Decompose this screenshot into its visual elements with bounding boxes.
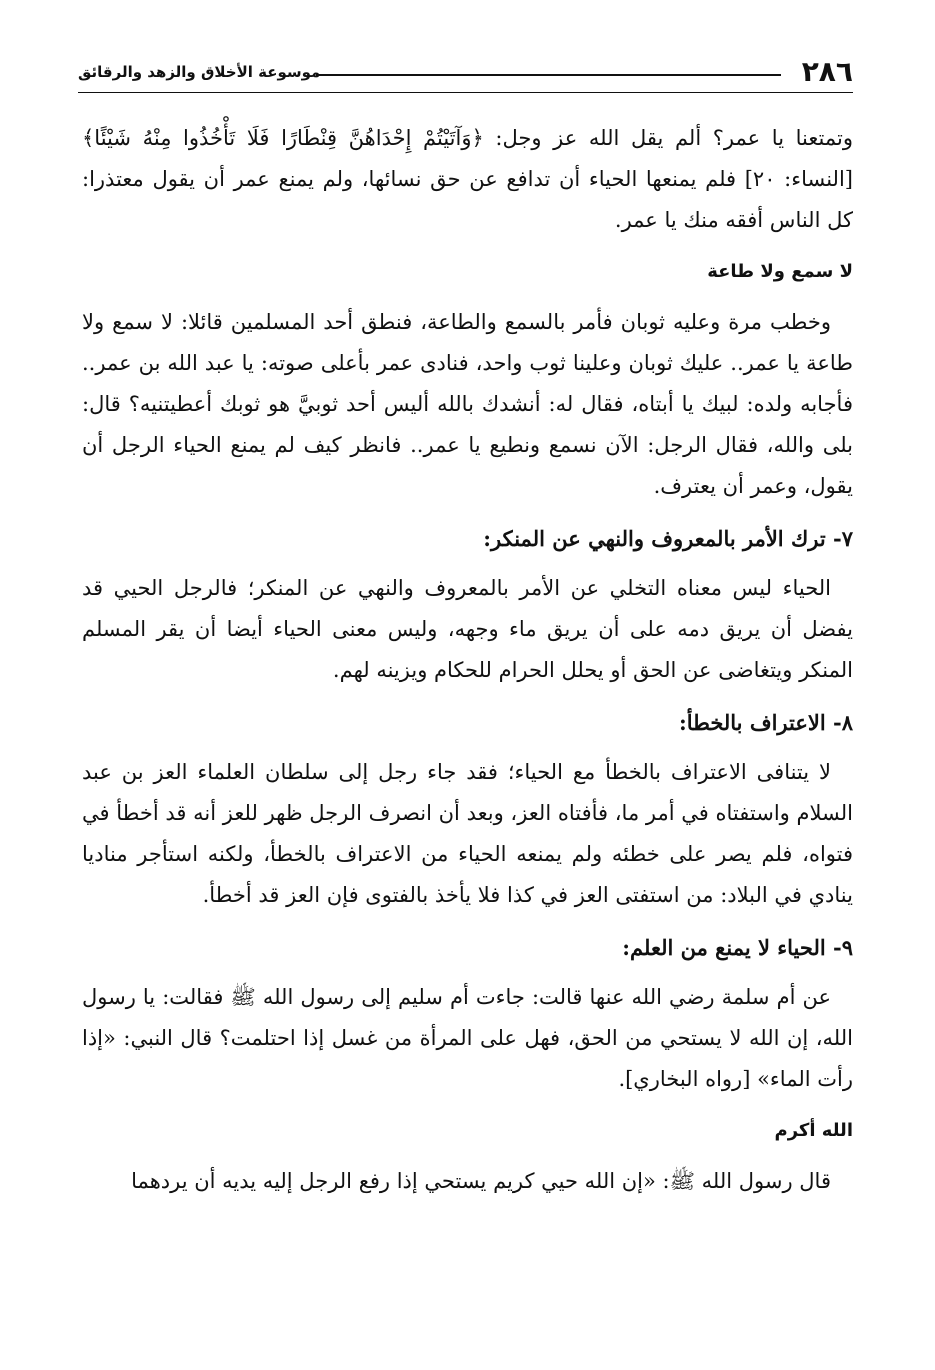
section-heading-allah-most-generous: الله أكرم: [774, 1120, 853, 1141]
section-heading-no-hearing-no-obeying: لا سمع ولا طاعة: [707, 261, 853, 282]
section-heading-8: ٨- الاعتراف بالخطأ:: [678, 710, 853, 735]
paragraph-6: قال رسول الله ﷺ: «إن الله حيي كريم يستحي إذا رفع الرجل إليه يديه أن يردهما: [131, 1169, 831, 1193]
paragraph-1: وتمتعنا يا عمر؟ ألم يقل الله عز وجل: ﴿وَآتَيْتُمْ إِحْدَاهُنَّ قِنْطَارًا فَلَا تَأْخُذُوا مِنْهُ شَيْئًا﴾ [النساء: ٢٠] فلم يمنعها الحياء أن تدافع عن حق نسائها، ولم يمنع عمر أن يقول معتذرا: كل الناس أفقه منك يا عمر.: [82, 126, 853, 232]
section-heading-7: ٧- ترك الأمر بالمعروف والنهي عن المنكر:: [483, 526, 853, 551]
paragraph-3: الحياء ليس معناه التخلي عن الأمر بالمعروف والنهي عن المنكر؛ فالرجل الحيي قد يفضل أن يريق دمه على أن يريق ماء وجهه، وليس معنى الحياء أيضا أن يقر المسلم المنكر ويتغاضى عن الحق أو يحلل الحرام للحكام ويزينه لهم.: [82, 576, 853, 682]
page-header: [78, 52, 853, 92]
section-heading-9: ٩- الحياء لا يمنع من العلم:: [622, 935, 853, 960]
paragraph-5: عن أم سلمة رضي الله عنها قالت: جاءت أم سليم إلى رسول الله ﷺ فقالت: يا رسول الله، إن الله لا يستحي من الحق، فهل على المرأة من غسل إذا احتلمت؟ قال النبي: «إذا رأت الماء» [رواه البخاري].: [82, 985, 853, 1091]
running-title: موسوعة الأخلاق والزهد والرقائق: [78, 63, 321, 81]
page-body: [82, 118, 853, 1215]
paragraph-2: وخطب مرة وعليه ثوبان فأمر بالسمع والطاعة، فنطق أحد المسلمين قائلا: لا سمع ولا طاعة يا عمر.. عليك ثوبان وعلينا ثوب واحد، فنادى عمر بأعلى صوته: يا عبد الله بن عمر.. فأجابه ولده: لبيك يا أبتاه، فقال له: أنشدك بالله أليس أحد ثوبيَّ هو ثوبك أعطيتنيه؟ قال: بلى والله، فقال الرجل: الآن نسمع ونطيع يا عمر.. فانظر كيف لم يمنع الحياء الرجل أن يقول، وعمر أن يعترف.: [82, 310, 853, 498]
page-number: ٢٨٦: [801, 55, 853, 88]
header-rule: [316, 74, 781, 76]
header-bottom-rule: [78, 92, 853, 93]
paragraph-4: لا يتنافى الاعتراف بالخطأ مع الحياء؛ فقد جاء رجل إلى سلطان العلماء العز بن عبد السلام واستفتاه في أمر ما، فأفتاه العز، وبعد أن انصرف الرجل ظهر للعز أنه قد أخطأ في فتواه، فلم يصر على خطئه ولم يمنعه الحياء من الاعتراف بالخطأ، ولكنه استأجر مناديا ينادي في البلاد: من استفتى العز في كذا فلا يأخذ بالفتوى فإن العز قد أخطأ.: [82, 760, 853, 907]
